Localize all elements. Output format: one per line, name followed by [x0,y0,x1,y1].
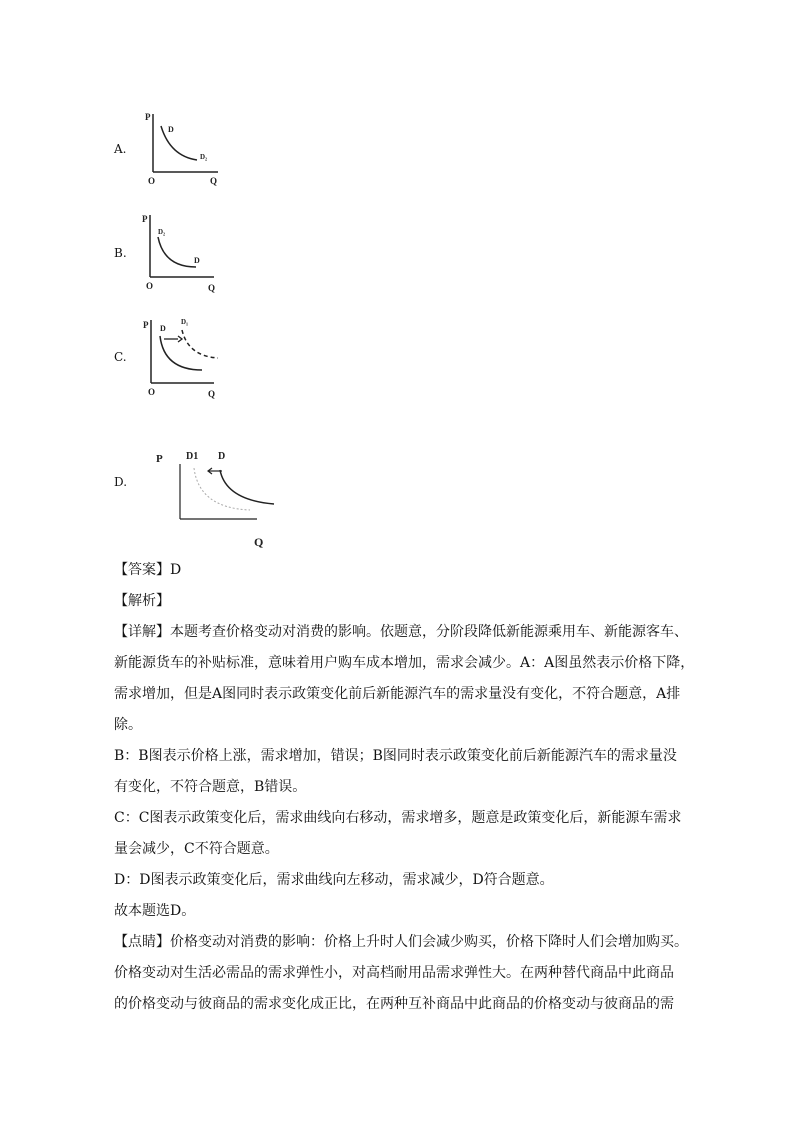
demand-curve-d [220,470,274,504]
demand-curve [158,237,196,267]
curve-d-label: D [218,451,226,462]
option-a-graph [140,104,230,190]
curve-d-label: D [160,324,166,333]
axis-p-label: P [142,214,148,224]
demand-curve [161,126,197,160]
analysis-heading: 【解析】 [114,593,170,609]
option-d-label: D. [114,475,128,489]
option-d-explanation: D：D图表示政策变化后，需求曲线向左移动，需求减少，D符合题意。 [114,872,554,888]
detail-line: 【详解】本题考查价格变动对消费的影响。依题意，分阶段降低新能源乘用车、新能源客车、 [114,624,688,640]
axis-p-label: P [145,112,151,122]
axis-p-label: P [143,320,149,330]
origin-label: O [146,281,154,291]
demand-curve-d1 [194,468,250,510]
axis-q-label: Q [208,389,216,399]
origin-label: O [148,387,156,397]
shift-arrow-head [178,336,182,342]
demand-curve-d [160,336,202,370]
axis-p-label: P [156,453,163,465]
detail-line: 除。 [114,717,142,733]
curve-d1-label: D₁ [181,318,189,326]
demand-curve-d1 [182,330,218,358]
axis-q-label: Q [208,283,216,293]
conclusion-line: 故本题选D。 [114,903,196,919]
tip-line: 价格变动对生活必需品的需求弹性小，对高档耐用品需求弹性大。在两种替代商品中此商品 [114,965,674,981]
tip-line: 的价格变动与彼商品的需求变化成正比，在两种互补商品中此商品的价格变动与彼商品的需 [114,996,674,1012]
curve-d2-label: D₂ [158,228,166,236]
option-b-graph [140,207,230,295]
option-c-label: C. [114,350,127,364]
option-c-explanation: 量会减少，C不符合题意。 [114,841,279,857]
axis-q-label: Q [210,176,218,186]
option-c-explanation: C：C图表示政策变化后，需求曲线向右移动，需求增多，题意是政策变化后，新能源车需求 [114,810,682,826]
axis-q-label: Q [254,535,264,549]
answer-section [114,555,694,1020]
curve-d2-label: D₂ [200,153,208,161]
option-b-label: B. [114,246,127,260]
curve-d-label: D [168,125,174,134]
curve-d-label: D [194,256,200,265]
option-d-graph [150,448,280,553]
tip-line: 【点睛】价格变动对消费的影响：价格上升时人们会减少购买，价格下降时人们会增加购买。 [114,934,688,950]
option-a-label: A. [114,142,127,156]
option-c-graph [140,312,230,402]
curve-d1-label: D1 [186,451,199,462]
answer-line: 【答案】D [114,562,182,578]
option-b-explanation: B：B图表示价格上涨，需求增加，错误；B图同时表示政策变化前后新能源汽车的需求量没 [114,748,677,764]
origin-label: O [148,176,156,186]
option-b-explanation: 有变化，不符合题意，B错误。 [114,779,307,795]
detail-line: 需求增加，但是A图同时表示政策变化前后新能源汽车的需求量没有变化，不符合题意，A排 [114,686,681,702]
detail-line: 新能源货车的补贴标准，意味着用户购车成本增加，需求会减少。A：A图虽然表示价格下降， [114,655,694,671]
